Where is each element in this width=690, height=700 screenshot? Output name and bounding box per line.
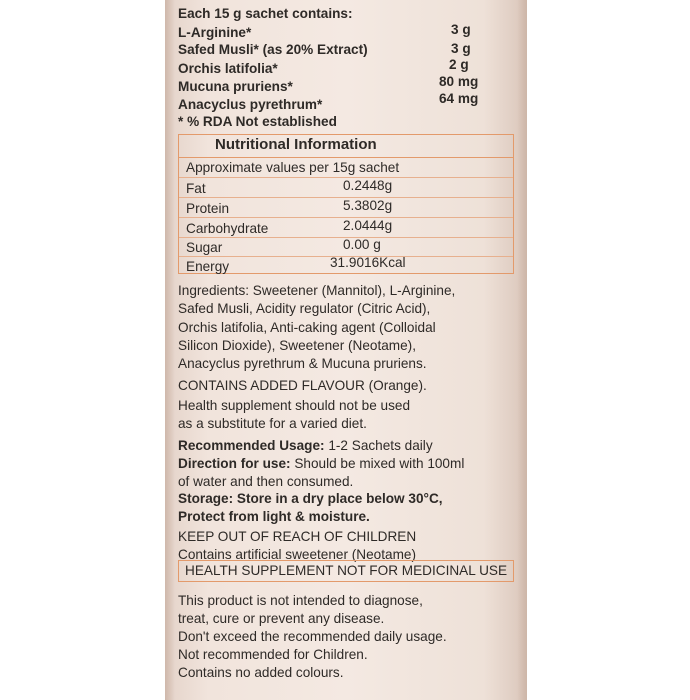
supplement-note-line: as a substitute for a varied diet. xyxy=(178,416,367,431)
nutrition-row-name: Energy xyxy=(186,259,230,274)
direction-line2: of water and then consumed. xyxy=(178,474,354,489)
composition-item-name: Safed Musli* (as 20% Extract) xyxy=(178,42,368,57)
rda-footnote: * % RDA Not established xyxy=(178,114,337,129)
composition-item-name: L-Arginine* xyxy=(178,25,252,40)
nutrition-row-value: 31.9016Kcal xyxy=(330,255,406,270)
nutrition-row-value: 2.0444g xyxy=(343,218,393,233)
composition-heading: Each 15 g sachet contains: xyxy=(178,6,353,21)
composition-item-qty: 3 g xyxy=(451,41,471,56)
nutrition-subtitle: Approximate values per 15g sachet xyxy=(186,160,400,175)
ingredients-line: Safed Musli, Acidity regulator (Citric Acid), xyxy=(178,301,431,316)
composition-item-name: Orchis latifolia* xyxy=(178,61,278,76)
disclaimer-line: treat, cure or prevent any disease. xyxy=(178,611,385,626)
nutrition-title: Nutritional Information xyxy=(215,136,377,153)
sweetener-warning: Contains artificial sweetener (Neotame) xyxy=(178,547,416,562)
supplement-note-line: Health supplement should not be used xyxy=(178,398,411,413)
composition-item-qty: 64 mg xyxy=(439,91,479,106)
disclaimer-line: This product is not intended to diagnose, xyxy=(178,593,423,608)
health-supplement-box xyxy=(178,560,514,582)
storage-line2: Protect from light & moisture. xyxy=(178,509,370,524)
nutrition-row-value: 5.3802g xyxy=(343,198,393,213)
ingredients-line: Orchis latifolia, Anti-caking agent (Colloidal xyxy=(178,320,436,335)
composition-item-name: Mucuna pruriens* xyxy=(178,79,293,94)
composition-item-qty: 80 mg xyxy=(439,74,479,89)
ingredients-line: Silicon Dioxide), Sweetener (Neotame), xyxy=(178,338,416,353)
children-warning: KEEP OUT OF REACH OF CHILDREN xyxy=(178,529,417,544)
ingredients-line: Ingredients: Sweetener (Mannitol), L-Arginine, xyxy=(178,283,456,298)
nutrition-row-name: Carbohydrate xyxy=(186,221,269,236)
nutrition-row-name: Sugar xyxy=(186,240,223,255)
disclaimer-line: Contains no added colours. xyxy=(178,665,344,680)
nutrition-row-value: 0.2448g xyxy=(343,178,393,193)
nutrition-row-name: Protein xyxy=(186,201,230,216)
flavour-statement: CONTAINS ADDED FLAVOUR (Orange). xyxy=(178,378,427,393)
nutrition-row-value: 0.00 g xyxy=(343,237,381,252)
health-supplement-text: HEALTH SUPPLEMENT NOT FOR MEDICINAL USE xyxy=(185,563,508,578)
ingredients-line: Anacyclus pyrethrum & Mucuna pruriens. xyxy=(178,356,427,371)
composition-item-name: Anacyclus pyrethrum* xyxy=(178,97,323,112)
composition-item-qty: 2 g xyxy=(449,57,469,72)
disclaimer-line: Not recommended for Children. xyxy=(178,647,368,662)
composition-item-qty: 3 g xyxy=(451,22,471,37)
direction-for-use: Direction for use: Should be mixed with 100ml xyxy=(178,456,465,471)
recommended-usage: Recommended Usage: 1-2 Sachets daily xyxy=(178,438,433,453)
disclaimer-line: Don't exceed the recommended daily usage. xyxy=(178,629,447,644)
nutrition-row-name: Fat xyxy=(186,181,206,196)
storage-line1: Storage: Store in a dry place below 30°C, xyxy=(178,491,443,506)
